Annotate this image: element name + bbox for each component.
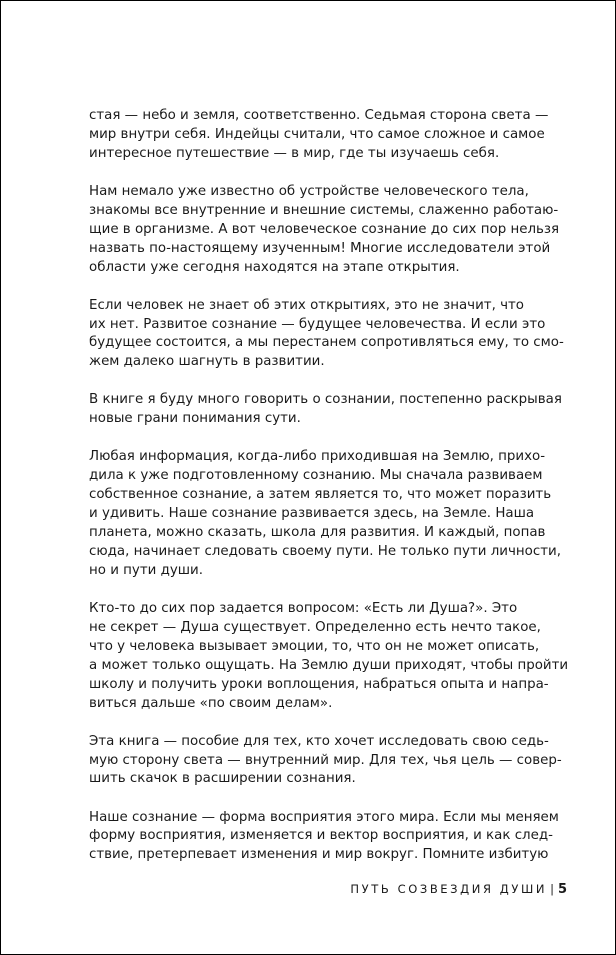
paragraph <box>89 809 559 866</box>
text-line: Нам немало уже известно об устройстве человеческого тела, <box>89 183 529 199</box>
text-line: сюда, начинает следовать своему пути. Не только пути личности, <box>89 543 561 559</box>
paragraph <box>89 297 564 373</box>
text-line: их нет. Развитое сознание — будущее человечества. И если это <box>89 316 546 332</box>
text-line: ствие, претерпевает изменения и мир вокруг. Помните избитую <box>89 847 549 863</box>
text-line: Наше сознание — форма восприятия этого мира. Если мы меняем <box>89 809 559 825</box>
page-footer <box>350 881 567 898</box>
text-line: Если человек не знает об этих открытиях, это не значит, что <box>89 297 524 313</box>
text-line: будущее состоится, а мы перестанем сопротивляться ему, то смо- <box>89 335 564 351</box>
text-line: щие в организме. А вот человеческое сознание до сих пор нельзя <box>89 221 560 237</box>
text-line: назвать по-настоящему изученным! Многие исследователи этой <box>89 240 551 256</box>
text-line: школу и получить уроки воплощения, набраться опыта и напра- <box>89 676 549 692</box>
text-line: области уже сегодня находятся на этапе открытия. <box>89 259 460 275</box>
paragraph <box>89 107 549 164</box>
text-line: В книге я буду много говорить о сознании, постепенно раскрывая <box>89 392 562 408</box>
text-line: шить скачок в расширении сознания. <box>89 771 356 787</box>
text-line: планета, можно сказать, школа для развития. И каждый, попав <box>89 525 546 541</box>
text-line: но и пути души. <box>89 562 203 578</box>
text-line: Эта книга — пособие для тех, кто хочет исследовать свою седь- <box>89 733 549 749</box>
text-line: а может только ощущать. На Землю души приходят, чтобы пройти <box>89 657 569 673</box>
text-line: что у человека вызывает эмоции, то, что он не может описать, <box>89 638 540 654</box>
text-line: Кто-то до сих пор задается вопросом: «Есть ли Душа?». Это <box>89 600 518 616</box>
paragraph <box>89 391 562 429</box>
text-line: новые грани понимания сути. <box>89 411 301 427</box>
text-line: форму восприятия, изменяется и вектор восприятия, и как след- <box>89 828 553 844</box>
running-title: ПУТЬ СОЗВЕЗДИЯ ДУШИ <box>350 882 548 896</box>
text-line: Любая информация, когда-либо приходившая на Землю, прихо- <box>89 449 546 465</box>
text-line: мую сторону света — внутренний мир. Для тех, чья цель — совер- <box>89 752 562 768</box>
footer-separator: | <box>550 882 554 896</box>
text-line: мир внутри себя. Индейцы считали, что самое сложное и самое <box>89 126 545 142</box>
text-line: стая — небо и земля, соответственно. Седьмая сторона света — <box>89 108 549 123</box>
text-line: знакомы все внутренние и внешние системы, слаженно работаю- <box>89 202 559 218</box>
text-line: интересное путешествие — в мир, где ты изучаешь себя. <box>89 145 500 161</box>
text-line: жем далеко шагнуть в развитии. <box>89 354 325 370</box>
text-line: виться дальше «по своим делам». <box>89 695 333 711</box>
text-line: собственное сознание, а затем является то, что может поразить <box>89 487 552 503</box>
text-line: не секрет — Душа существует. Определенно есть нечто такое, <box>89 619 541 635</box>
page-body-text <box>89 107 569 884</box>
paragraph <box>89 183 560 278</box>
text-line: и удивить. Наше сознание развивается здесь, на Земле. Наша <box>89 506 535 522</box>
paragraph <box>89 448 561 580</box>
paragraph <box>89 600 569 713</box>
text-line: дила к уже подготовленному сознанию. Мы сначала развиваем <box>89 468 543 484</box>
page-number: 5 <box>557 882 567 897</box>
paragraph <box>89 733 562 790</box>
